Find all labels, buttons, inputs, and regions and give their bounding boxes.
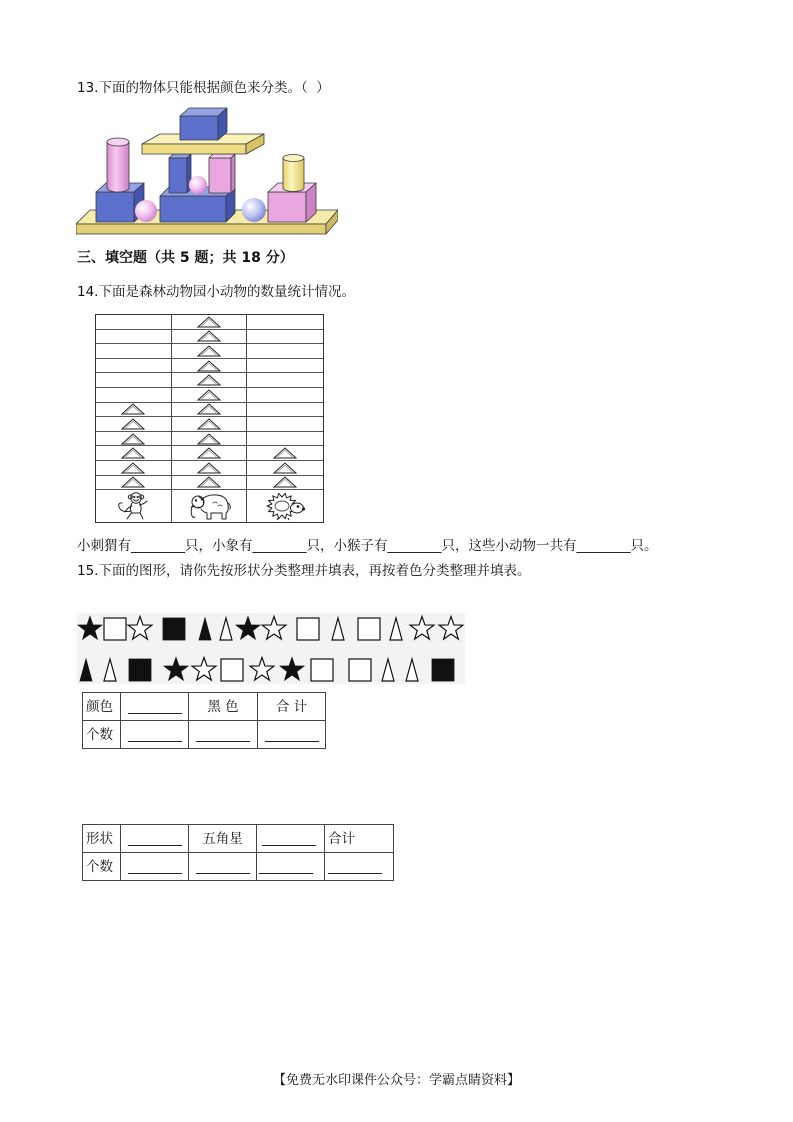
monkey-icon — [112, 491, 154, 521]
pictograph-triangle-mark — [120, 433, 146, 445]
white-star-icon — [262, 617, 286, 640]
triangle-outline — [198, 434, 220, 444]
question-13-text: 13.下面的物体只能根据颜色来分类。（ ） — [77, 80, 330, 96]
triangle-icon — [196, 403, 222, 415]
pictograph-triangle-mark — [196, 418, 222, 430]
white-square-icon — [221, 659, 243, 681]
shape-table-count-row — [83, 853, 394, 881]
pictograph-cell — [247, 330, 323, 345]
pictograph-cell — [172, 359, 247, 374]
triangle-icon — [272, 462, 298, 474]
black-star-icon — [280, 658, 304, 681]
pictograph-cell — [96, 446, 171, 461]
triangle-icon — [120, 447, 146, 459]
pictograph-triangle-mark — [272, 476, 298, 488]
pictograph-cell — [96, 359, 171, 374]
hedgehog-drawing — [267, 493, 305, 520]
triangle-icon — [196, 476, 222, 488]
white-star-icon — [250, 658, 274, 681]
triangle-icon — [196, 389, 222, 401]
black-square-icon — [129, 659, 151, 681]
pictograph-cell — [247, 417, 323, 432]
black-star-icon — [164, 658, 188, 681]
animal-cell — [96, 490, 171, 522]
triangle-icon — [272, 447, 298, 459]
blue-column — [169, 154, 191, 193]
pictograph-cell — [247, 476, 323, 491]
color-table-count-row — [83, 721, 326, 749]
pictograph-cell — [247, 461, 323, 476]
monkey-drawing — [119, 493, 147, 519]
pink-column — [209, 154, 235, 193]
pictograph-column — [96, 315, 172, 522]
white-star-icon — [192, 658, 216, 681]
black-triangle-icon — [80, 659, 92, 681]
pictograph-triangle-mark — [272, 462, 298, 474]
white-triangle-icon — [332, 618, 344, 640]
triangle-outline — [122, 448, 144, 458]
cylinder-top — [107, 138, 129, 146]
pictograph-cell — [172, 476, 247, 491]
triangle-icon — [120, 403, 146, 415]
black-star-icon — [236, 617, 260, 640]
pictograph-triangle-mark — [120, 462, 146, 474]
triangle-outline — [198, 463, 220, 473]
pictograph-triangle-mark — [196, 462, 222, 474]
triangle-outline — [198, 419, 220, 429]
pictograph-cell — [96, 388, 171, 403]
pictograph-cell — [247, 403, 323, 418]
color-table-header-row — [83, 693, 326, 721]
pictograph-cell — [172, 417, 247, 432]
elephant-drawing — [191, 495, 230, 519]
triangle-outline — [198, 317, 220, 327]
pictograph-cell — [172, 388, 247, 403]
triangle-icon — [272, 476, 298, 488]
front-face — [169, 158, 187, 193]
pictograph-cell — [247, 432, 323, 447]
section-heading: 三、填空题（共 5 题；共 18 分） — [77, 250, 294, 266]
triangle-icon — [196, 330, 222, 342]
front-face — [209, 158, 231, 193]
pictograph-cell — [247, 373, 323, 388]
pictograph-cell — [172, 446, 247, 461]
triangle-outline — [122, 434, 144, 444]
pictograph-cell — [247, 344, 323, 359]
triangle-icon — [196, 433, 222, 445]
animal-cell — [247, 490, 323, 522]
pictograph-cell — [96, 432, 171, 447]
pictograph-triangle-mark — [196, 447, 222, 459]
shape-table — [82, 824, 394, 881]
white-star-icon — [128, 617, 152, 640]
shape-total-cell: 合计 — [325, 825, 394, 853]
color-blank-cell: ________ — [121, 693, 189, 721]
white-triangle-icon — [220, 618, 232, 640]
cylinder-top — [283, 155, 304, 162]
pictograph-triangle-mark — [196, 360, 222, 372]
pictograph-cell — [172, 432, 247, 447]
color-label-cell: 颜色 — [83, 693, 121, 721]
pictograph-triangle-mark — [196, 330, 222, 342]
count-blank-cell: ________ — [325, 853, 394, 881]
triangle-outline — [198, 448, 220, 458]
black-triangle-icon — [199, 618, 211, 640]
question-14-text: 14.下面是森林动物园小动物的数量统计情况。 — [77, 284, 355, 300]
shape-blank-cell: ________ — [257, 825, 325, 853]
pictograph-cell — [96, 417, 171, 432]
count-blank-cell: ________ — [189, 853, 257, 881]
white-triangle-icon — [104, 659, 116, 681]
triangle-icon — [196, 418, 222, 430]
pictograph-cell — [172, 330, 247, 345]
white-square-icon — [311, 659, 333, 681]
triangle-outline — [122, 404, 144, 414]
pictograph-cell — [247, 315, 323, 330]
white-square-icon — [104, 618, 126, 640]
triangle-outline — [122, 419, 144, 429]
color-total-cell: 合 计 — [258, 693, 326, 721]
white-square-icon — [297, 618, 319, 640]
front-face — [142, 144, 246, 154]
triangle-outline — [198, 390, 220, 400]
pictograph-cell — [247, 359, 323, 374]
front-face — [268, 192, 306, 222]
star-shape-cell: 五角星 — [189, 825, 257, 853]
cylinder-body — [283, 158, 304, 192]
count-blank-cell: ________ — [257, 853, 325, 881]
triangle-icon — [196, 447, 222, 459]
shapes-row — [78, 617, 463, 641]
pictograph-table — [95, 314, 324, 523]
question-14-answer-line: 小刺猬有________只，小象有________只，小猴子有________只，这些小动物一共有________只。 — [77, 538, 658, 554]
pictograph-cell — [247, 446, 323, 461]
white-triangle-icon — [382, 659, 394, 681]
triangle-outline — [198, 331, 220, 341]
pictograph-cell — [247, 388, 323, 403]
triangle-outline — [274, 463, 296, 473]
count-label-cell: 个数 — [83, 853, 121, 881]
pictograph-cell — [96, 373, 171, 388]
question-15-text: 15.下面的图形，请你先按形状分类整理并填表，再按着色分类整理并填表。 — [77, 563, 531, 579]
animal-cell — [172, 490, 247, 522]
pictograph-cell — [172, 403, 247, 418]
triangle-icon — [196, 345, 222, 357]
count-blank-cell: ________ — [121, 721, 189, 749]
shapes-strip — [77, 613, 465, 684]
triangle-outline — [122, 477, 144, 487]
pictograph-cell — [96, 476, 171, 491]
pictograph-triangle-mark — [120, 447, 146, 459]
triangle-outline — [198, 361, 220, 371]
triangle-icon — [196, 374, 222, 386]
blue-cube-top — [180, 108, 227, 140]
count-blank-cell: ________ — [258, 721, 326, 749]
black-star-icon — [78, 617, 102, 640]
footer-note: 【免费无水印课件公众号：学霸点睛资料】 — [272, 1073, 520, 1088]
pictograph-cell — [96, 330, 171, 345]
triangle-outline — [198, 375, 220, 385]
pictograph-triangle-mark — [196, 433, 222, 445]
triangle-outline — [198, 477, 220, 487]
yellow-cylinder-right — [283, 155, 304, 192]
pictograph-triangle-mark — [196, 345, 222, 357]
pictograph-triangle-mark — [272, 447, 298, 459]
front-face — [76, 224, 326, 234]
hedgehog-icon — [262, 491, 308, 521]
pictograph-cell — [172, 315, 247, 330]
white-square-icon — [349, 659, 371, 681]
pictograph-cell — [96, 461, 171, 476]
side-face — [231, 154, 235, 193]
pictograph-triangle-mark — [196, 374, 222, 386]
triangle-icon — [196, 360, 222, 372]
pictograph-triangle-mark — [196, 389, 222, 401]
pink-cylinder-left — [107, 138, 129, 192]
white-square-icon — [358, 618, 380, 640]
front-face — [180, 116, 218, 140]
shape-table-header-row — [83, 825, 394, 853]
pictograph-triangle-mark — [120, 418, 146, 430]
color-table — [82, 692, 326, 749]
triangle-icon — [120, 433, 146, 445]
triangle-outline — [274, 448, 296, 458]
triangle-outline — [198, 404, 220, 414]
black-square-icon — [163, 618, 185, 640]
white-star-icon — [410, 617, 434, 640]
triangle-icon — [196, 316, 222, 328]
triangle-icon — [196, 462, 222, 474]
pictograph-column — [247, 315, 323, 522]
pictograph-triangle-mark — [196, 316, 222, 328]
triangle-outline — [122, 463, 144, 473]
shape-blank-cell: ________ — [121, 825, 189, 853]
shape-label-cell: 形状 — [83, 825, 121, 853]
white-star-icon — [439, 617, 463, 640]
white-triangle-icon — [390, 618, 402, 640]
pictograph-cell — [172, 344, 247, 359]
triangle-icon — [120, 418, 146, 430]
front-face — [96, 192, 134, 222]
pictograph-cell — [172, 373, 247, 388]
count-blank-cell: ________ — [121, 853, 189, 881]
pink-ball-left — [135, 200, 157, 222]
pictograph-cell — [96, 344, 171, 359]
pictograph-triangle-mark — [196, 403, 222, 415]
triangle-icon — [120, 462, 146, 474]
triangle-outline — [198, 346, 220, 356]
pictograph-triangle-mark — [196, 476, 222, 488]
black-color-cell: 黑 色 — [189, 693, 258, 721]
elephant-icon — [185, 491, 233, 521]
count-blank-cell: ________ — [189, 721, 258, 749]
pictograph-triangle-mark — [120, 476, 146, 488]
front-face — [160, 196, 226, 222]
cylinder-body — [107, 142, 129, 192]
black-square-icon — [432, 659, 454, 681]
shapes-canvas — [77, 613, 465, 684]
pictograph-triangle-mark — [120, 403, 146, 415]
pictograph-cell — [96, 403, 171, 418]
count-label-cell: 个数 — [83, 721, 121, 749]
white-triangle-icon — [406, 659, 418, 681]
triangle-outline — [274, 477, 296, 487]
triangle-icon — [120, 476, 146, 488]
pictograph-cell — [172, 461, 247, 476]
pink-ball-center — [189, 176, 207, 194]
shapes-row — [80, 658, 454, 682]
pictograph-cell — [96, 315, 171, 330]
blocks-illustration — [76, 106, 338, 238]
pictograph-column — [172, 315, 248, 522]
lavender-ball-right — [242, 198, 266, 222]
